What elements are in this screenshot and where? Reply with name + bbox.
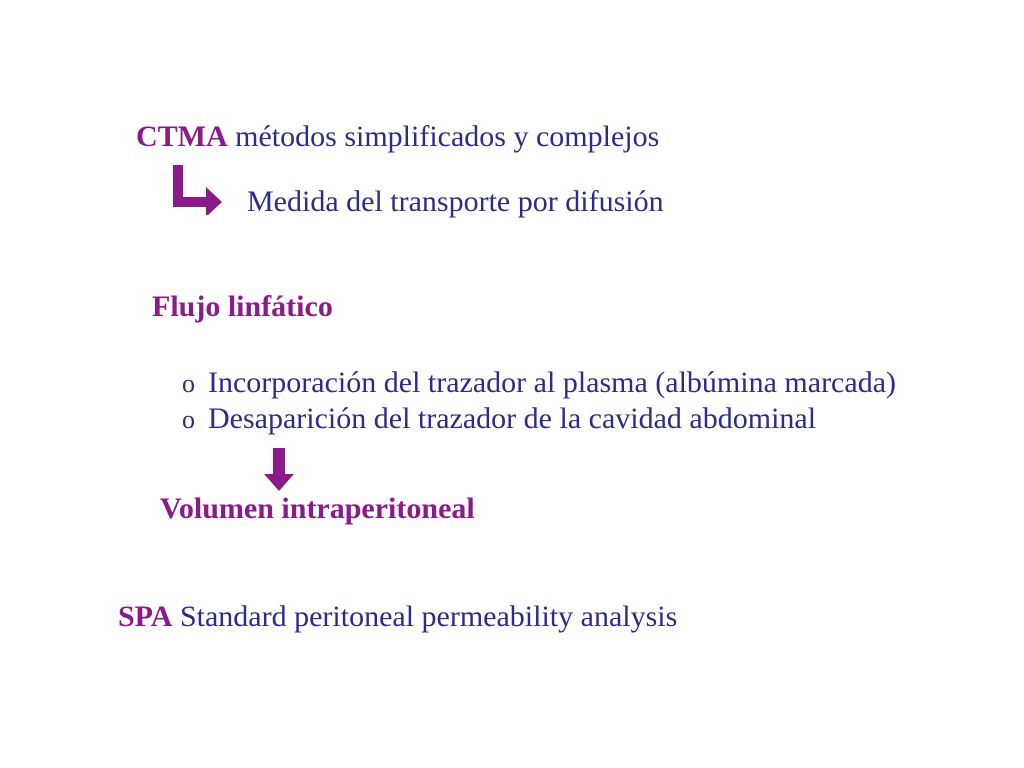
ctma-label: CTMA [136,120,228,153]
flujo-bullet-2 [182,402,816,437]
ctma-text: métodos simplificados y complejos [227,120,660,153]
flujo-bullet-1 [182,366,896,401]
volumen-result: Volumen intraperitoneal [160,492,475,525]
spa-text: Standard peritoneal permeability analysis [172,600,678,633]
bullet-marker: o [182,405,195,434]
elbow-arrow-icon [170,165,226,215]
ctma-line [136,120,659,154]
bullet-marker: o [182,369,195,398]
flujo-title: Flujo linfático [152,290,333,323]
bullet-text: Incorporación del trazador al plasma (albúmina marcada) [208,366,896,399]
spa-label: SPA [118,600,173,633]
down-arrow-icon [262,448,296,492]
bullet-text: Desaparición del trazador de la cavidad abdominal [208,402,817,435]
ctma-sub: Medida del transporte por difusión [247,185,664,218]
spa-line [118,600,677,634]
